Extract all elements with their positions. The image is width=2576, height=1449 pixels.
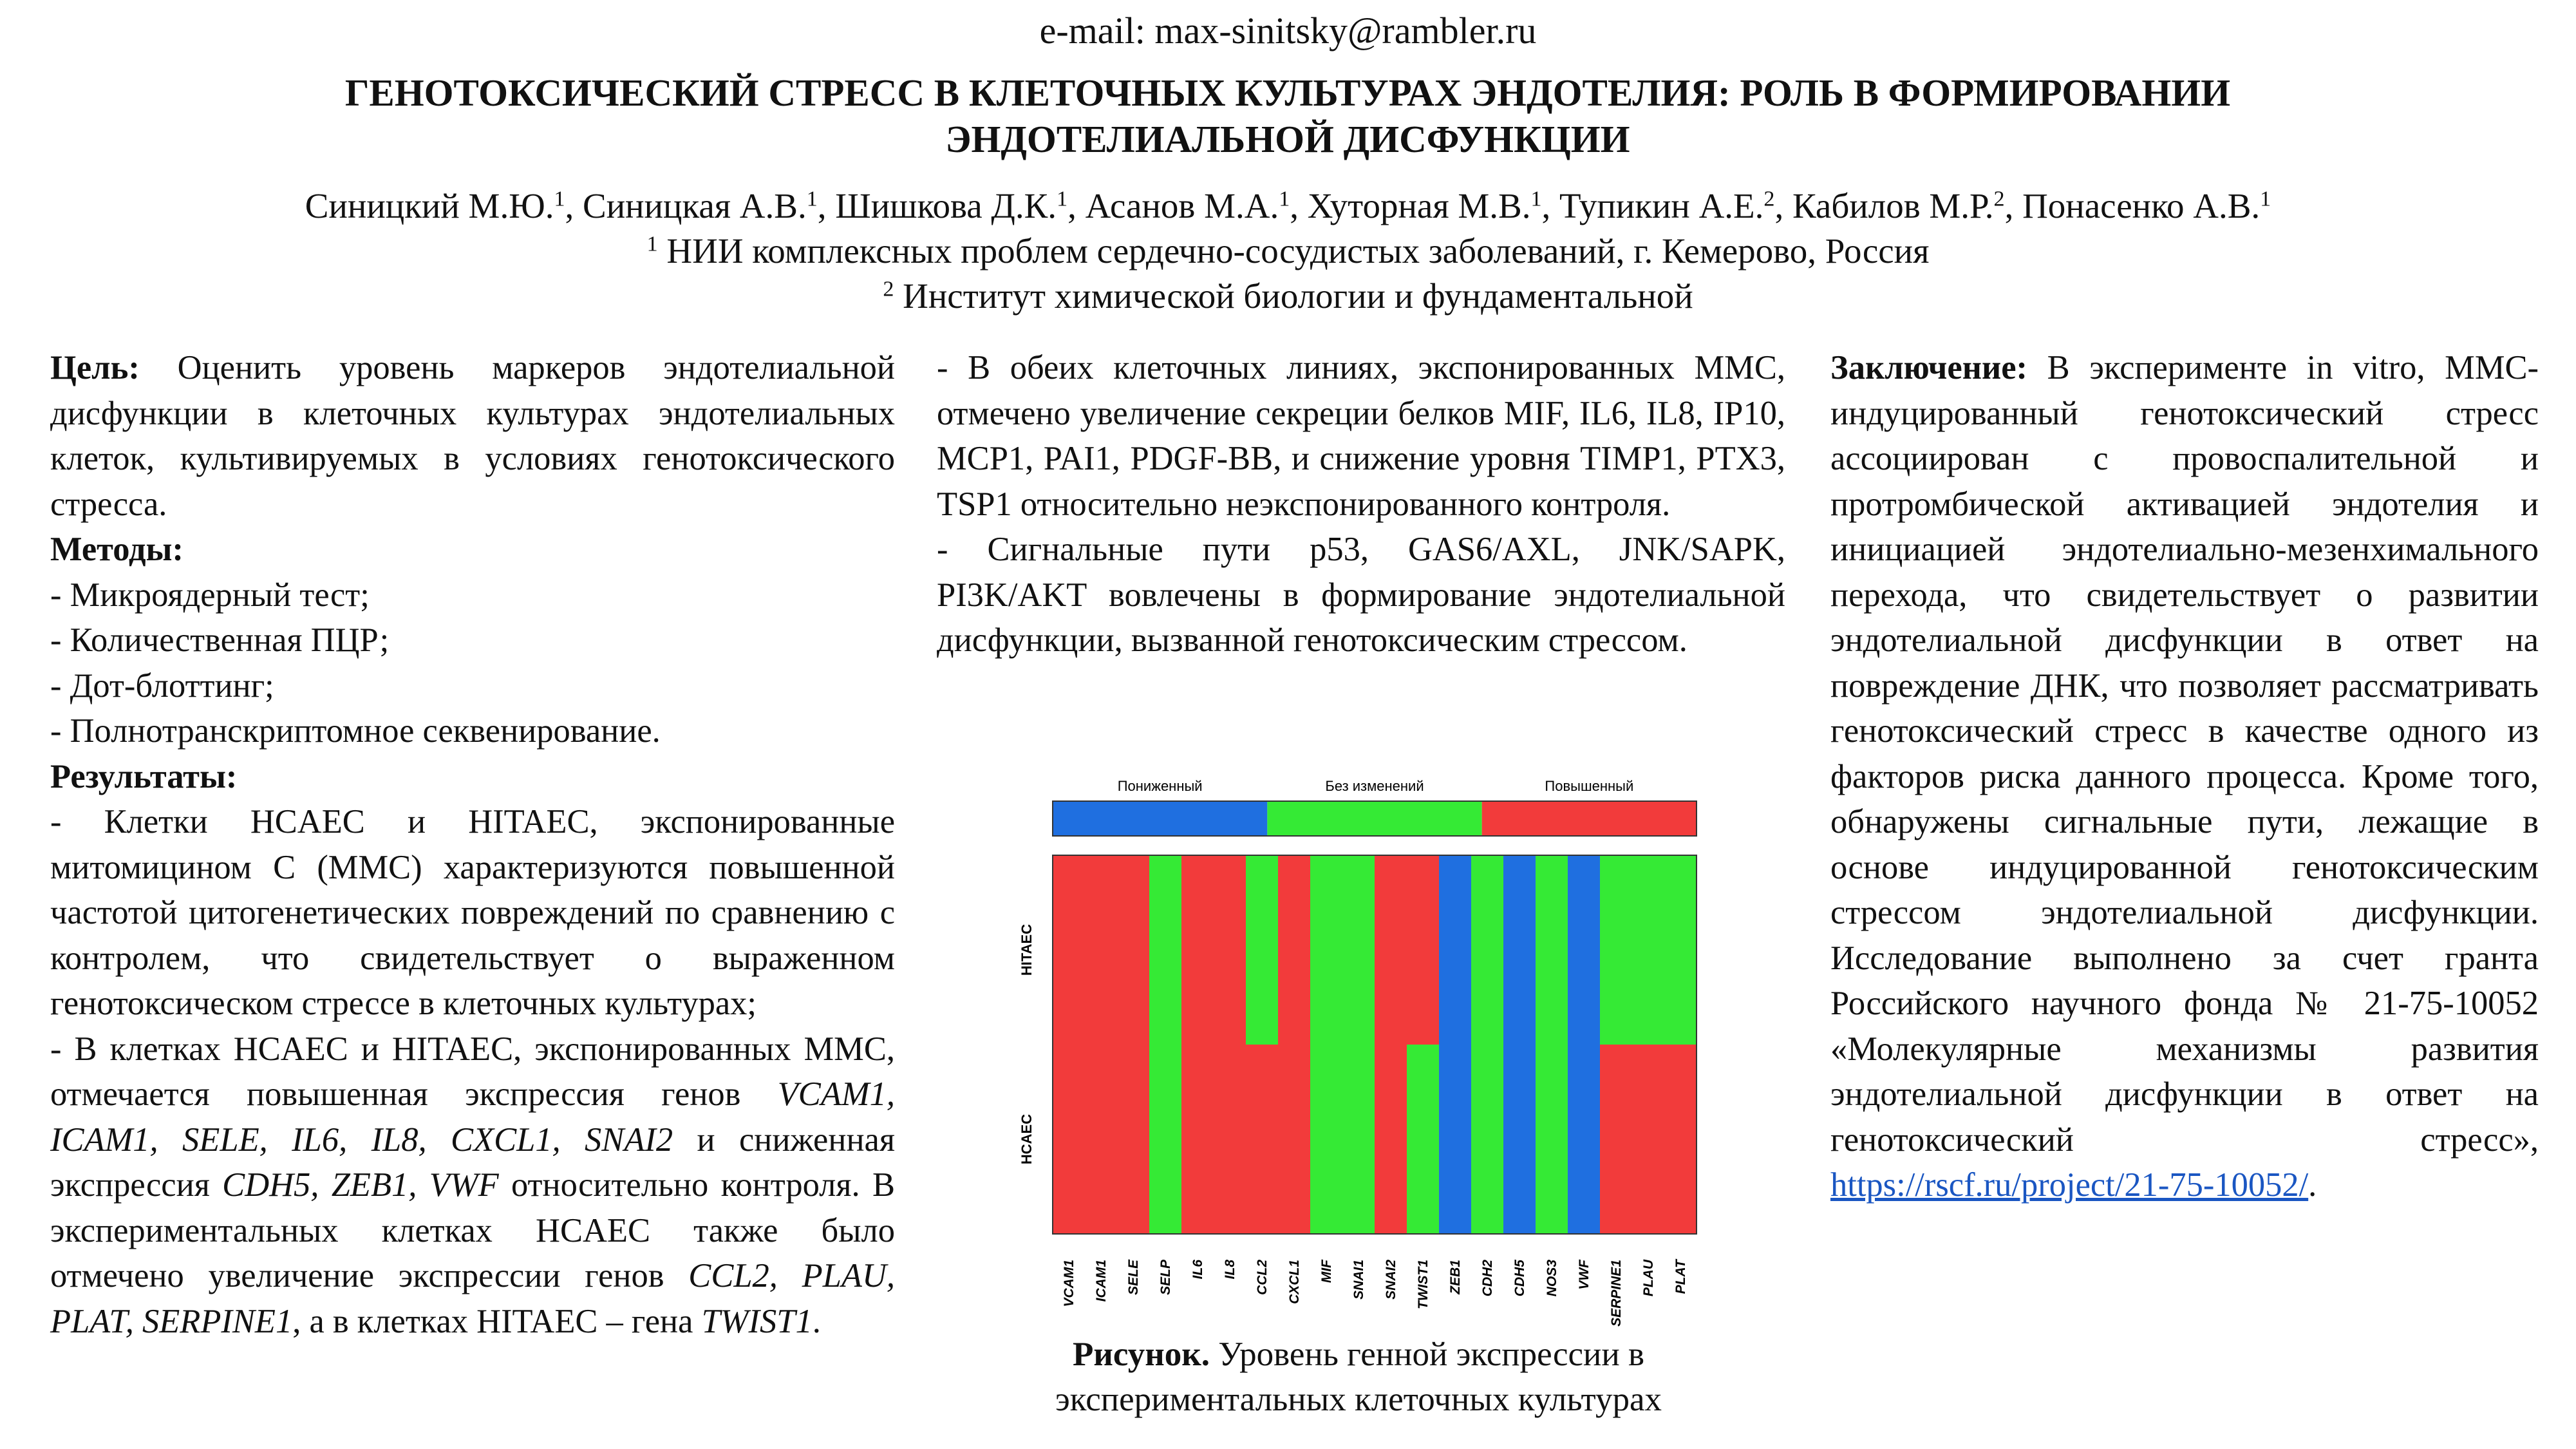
gene-list: TWIST1 <box>701 1302 813 1340</box>
heatmap-cell <box>1214 855 1246 1045</box>
author-affiliation-mark: 2 <box>1763 187 1775 211</box>
author-affiliation-mark: 1 <box>1057 187 1068 211</box>
heatmap-cell <box>1439 855 1472 1045</box>
heatmap-cell <box>1278 1045 1311 1235</box>
legend-swatch <box>1267 801 1481 836</box>
heatmap-cell <box>1600 1045 1633 1235</box>
column-label: ZEB1 <box>1448 1260 1463 1294</box>
middle-column <box>937 345 1785 663</box>
column-label: CCL2 <box>1255 1260 1270 1295</box>
heatmap-cell <box>1117 1045 1150 1235</box>
affiliation-1 <box>0 231 2576 271</box>
legend-label: Повышенный <box>1545 778 1634 794</box>
author-affiliation-mark: 1 <box>806 187 818 211</box>
affiliation-mark: 1 <box>646 232 658 256</box>
author: Понасенко А.В. <box>2022 186 2261 225</box>
column-label: SELE <box>1126 1260 1141 1295</box>
gene-list: VCAM1, ICAM1, SELE, IL6, IL8, CXCL1, SNAI2 <box>50 1075 895 1159</box>
column-label: IL6 <box>1190 1260 1205 1280</box>
affiliation-mark: 2 <box>883 277 894 301</box>
author-affiliation-mark: 1 <box>1530 187 1542 211</box>
caption-label: Рисунок. <box>1072 1336 1210 1373</box>
aim-text: Оценить уровень маркеров эндотелиальной дисфункции в клеточных культурах эндотелиальных клеток, культивируемых в условиях генотоксического стресса. <box>50 349 896 523</box>
figure-caption <box>966 1332 1751 1422</box>
heatmap-cell <box>1632 855 1665 1045</box>
column-label: NOS3 <box>1545 1260 1559 1297</box>
heatmap-cell <box>1117 855 1150 1045</box>
heatmap-cell <box>1085 855 1118 1045</box>
heatmap-cell <box>1503 1045 1536 1235</box>
gene-list: CCL2, PLAU, PLAT, SERPINE1 <box>50 1257 896 1340</box>
heatmap-cell <box>1342 855 1375 1045</box>
heatmap-cell <box>1568 1045 1601 1235</box>
author-affiliation-mark: 1 <box>554 187 565 211</box>
heatmap-cell <box>1536 855 1568 1045</box>
author-affiliation-mark: 2 <box>1993 187 2005 211</box>
column-label: CXCL1 <box>1287 1260 1302 1304</box>
affiliation-2 <box>0 276 2576 316</box>
heatmap-cell <box>1246 1045 1279 1235</box>
author: Шишкова Д.К. <box>835 186 1057 225</box>
heatmap-cell <box>1503 855 1536 1045</box>
row-label: HCAEC <box>1019 1113 1035 1165</box>
heatmap-cell <box>1568 855 1601 1045</box>
affiliation-text: НИИ комплексных проблем сердечно-сосудистых заболеваний, г. Кемерово, Россия <box>666 231 1930 270</box>
author: Синицкая А.В. <box>583 186 807 225</box>
legend-swatch <box>1482 801 1697 836</box>
author-affiliation-mark: 1 <box>2260 187 2271 211</box>
results-heading: Результаты: <box>50 757 238 795</box>
legend-label: Без изменений <box>1325 778 1424 794</box>
heatmap-cell <box>1375 1045 1407 1235</box>
result-text: . <box>812 1302 821 1340</box>
author: Тупикин А.Е. <box>1559 186 1764 225</box>
heatmap-cell <box>1310 1045 1343 1235</box>
methods-item: - Количественная ПЦР; <box>50 621 390 659</box>
heatmap-cell <box>1149 855 1182 1045</box>
column-label: SNAI2 <box>1384 1260 1398 1300</box>
heatmap-cell <box>1053 1045 1086 1235</box>
column-label: PLAU <box>1641 1260 1656 1297</box>
heatmap-cell <box>1246 855 1279 1045</box>
heatmap-cell <box>1407 855 1440 1045</box>
author: Асанов М.А. <box>1085 186 1279 225</box>
caption-text: Уровень генной экспрессии в экспериментальных клеточных культурах <box>1055 1336 1662 1418</box>
grant-link[interactable]: https://rscf.ru/project/21-75-10052/ <box>1830 1166 2309 1204</box>
heatmap-cell <box>1085 1045 1118 1235</box>
heatmap-cell <box>1632 1045 1665 1235</box>
gene-list: CDH5, ZEB1, VWF <box>222 1166 499 1204</box>
heatmap-cell <box>1536 1045 1568 1235</box>
conclusion-text: В эксперименте in vitro, ММС-индуцированный генотоксический стресс ассоциирован с провоспалительной и протромбической активацией эндотелия и инициацией эндотелиально-мезенхимального перехода, что свидетельствует о развитии эндотелиальной дисфункции в ответ на повреждение ДНК, что позволяет рассматривать генотоксический стресс в качестве одного из факторов риска данного процесса. Кроме того, обнаружены сигнальные пути, лежащие в основе индуцированной генотоксическим стрессом эндотелиальной дисфункции. Исследование выполнено за счет гранта Российского научного фонда № 21-75-10052 «Молекулярные механизмы развития эндотелиальной дисфункции в ответ на генотоксический стресс», <box>1830 349 2539 1159</box>
heatmap-cell <box>1375 855 1407 1045</box>
column-label: VCAM1 <box>1062 1260 1076 1307</box>
link-tail: . <box>2308 1166 2317 1204</box>
legend-swatch <box>1053 801 1267 836</box>
heatmap-cell <box>1664 855 1697 1045</box>
result-text: - В клетках HCAEC и HITAEC, экспонированных ММС, отмечается повышенная экспрессия генов <box>50 1030 895 1113</box>
email-line: e-mail: max-sinitsky@rambler.ru <box>1039 10 1537 52</box>
heatmap-cell <box>1214 1045 1246 1235</box>
methods-item: - Полнотранскриптомное секвенирование. <box>50 712 661 750</box>
column-label: IL8 <box>1223 1260 1237 1280</box>
heatmap-cell <box>1600 855 1633 1045</box>
column-label: TWIST1 <box>1416 1260 1431 1309</box>
author: Синицкий М.Ю. <box>305 186 554 225</box>
heatmap-cell <box>1149 1045 1182 1235</box>
result-text: , а в клетках HITAEC – гена <box>292 1302 702 1340</box>
heatmap-cell <box>1664 1045 1697 1235</box>
heatmap-cell <box>1439 1045 1472 1235</box>
heatmap-cell <box>1310 855 1343 1045</box>
column-label: PLAT <box>1673 1260 1688 1294</box>
result-text: относительно контроля. В экспериментальных клетках HCAEC также было отмечено увеличение экспрессии генов <box>50 1166 895 1294</box>
column-label: CDH2 <box>1480 1260 1495 1297</box>
heatmap-cell <box>1471 855 1504 1045</box>
right-column <box>1830 345 2539 1208</box>
author-list: Синицкий М.Ю.$^1$, Синицкая А.В.$^1$, Шишкова Д.К.$^1$, Асанов М.А.$^1$, Хуторная М.В.$^1$, Тупикин А.Е.$^2$, Кабилов М.Р.$^2$, Понасенко А.В.$^1$ <box>305 186 2271 225</box>
heatmap-cell <box>1471 1045 1504 1235</box>
heatmap-cell <box>1053 855 1086 1045</box>
heatmap-cell <box>1407 1045 1440 1235</box>
aim-paragraph <box>50 345 895 527</box>
aim-label: Цель: <box>50 349 140 386</box>
gene-expression-heatmap <box>992 759 1719 1331</box>
result-item-1: - Клетки HCAEC и HITAEC, экспонированные митомицином С (ММС) характеризуются повышенной частотой цитогенетических повреждений по сравнению с контролем, что свидетельствует о выраженном генотоксическом стрессе в клеточных культурах; <box>50 803 895 1022</box>
heatmap-cell <box>1342 1045 1375 1235</box>
left-column <box>50 345 895 1344</box>
heatmap-cell <box>1181 1045 1214 1235</box>
column-label: MIF <box>1319 1260 1334 1283</box>
heatmap-cell <box>1181 855 1214 1045</box>
column-label: SELP <box>1158 1260 1173 1295</box>
result-item-3: - В обеих клеточных линиях, экспонированных ММС, отмечено увеличение секреции белков MIF, IL6, IL8, IP10, MCP1, PAI1, PDGF-BB, и снижение уровня TIMP1, PTX3, TSP1 относительно неэкспонированного контроля. <box>937 349 1785 523</box>
methods-heading: Методы: <box>50 531 184 568</box>
heatmap-cell <box>1278 855 1311 1045</box>
methods-item: - Дот-блоттинг; <box>50 667 274 705</box>
column-label: CDH5 <box>1512 1260 1527 1297</box>
conclusion-label: Заключение: <box>1830 349 2027 386</box>
poster-title: ГЕНОТОКСИЧЕСКИЙ СТРЕСС В КЛЕТОЧНЫХ КУЛЬТУРАХ ЭНДОТЕЛИЯ: РОЛЬ В ФОРМИРОВАНИИ ЭНДОТЕЛИАЛЬНОЙ ДИСФУНКЦИИ <box>344 71 2231 160</box>
methods-item: - Микроядерный тест; <box>50 576 370 614</box>
result-text: и сниженная экспрессия <box>50 1121 895 1204</box>
author-affiliation-mark: 1 <box>1279 187 1290 211</box>
row-label: HITAEC <box>1019 923 1035 976</box>
author: Кабилов М.Р. <box>1792 186 1994 225</box>
legend-label: Пониженный <box>1117 778 1203 794</box>
result-item-2 <box>50 1027 895 1345</box>
column-label: VWF <box>1577 1260 1592 1290</box>
column-label: SNAI1 <box>1351 1260 1366 1300</box>
author: Хуторная М.В. <box>1307 186 1531 225</box>
column-label: ICAM1 <box>1094 1260 1109 1302</box>
conclusion-paragraph <box>1830 345 2539 1208</box>
result-item-4: - Сигнальные пути p53, GAS6/AXL, JNK/SAPK, PI3K/AKT вовлечены в формирование эндотелиальной дисфункции, вызванной генотоксическим стрессом. <box>937 531 1785 659</box>
column-label: SERPINE1 <box>1609 1260 1624 1327</box>
affiliation-text: Институт химической биологии и фундаментальной <box>903 276 1693 316</box>
